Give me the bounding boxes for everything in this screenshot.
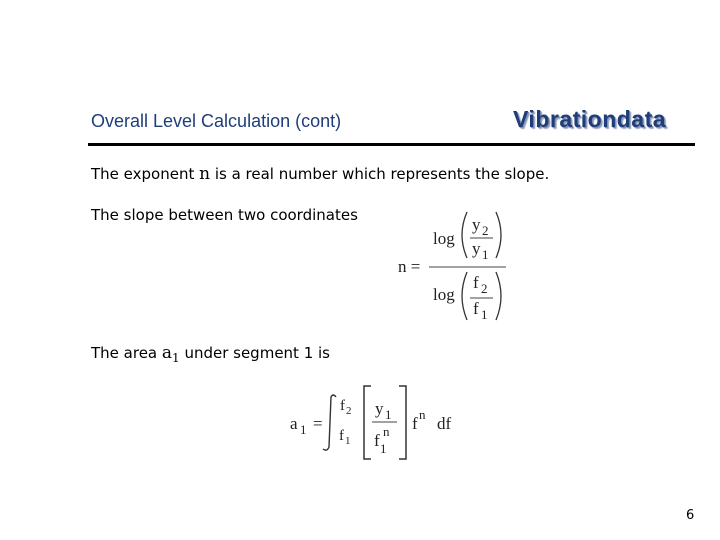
header-divider — [88, 143, 695, 146]
paren-left-bottom — [462, 272, 467, 320]
f1-sup: n — [383, 424, 390, 439]
slope-formula — [395, 208, 510, 324]
brand-logo: Vibrationdata — [513, 106, 667, 132]
upper-limit-var: f — [340, 398, 345, 414]
a1-sub: 1 — [300, 422, 307, 437]
y2-sub: 2 — [482, 223, 489, 238]
a1-var: a — [290, 414, 298, 433]
area-sentence — [91, 343, 330, 365]
f1-var: f — [473, 299, 479, 318]
f-term: f — [412, 414, 418, 433]
slide-title: Overall Level Calculation (cont) — [91, 111, 342, 131]
df-term: df — [437, 414, 452, 433]
log-label-top: log — [433, 229, 455, 248]
variable-n: n — [199, 164, 211, 184]
exponent-sentence — [91, 164, 549, 184]
formula-lhs: n = — [398, 257, 421, 276]
f2-sub: 2 — [481, 281, 488, 296]
area-formula — [286, 383, 461, 463]
sentence-part: The exponent — [91, 165, 200, 183]
sentence-part: is a real number which represents the slope. — [210, 165, 550, 183]
integral-sign — [323, 395, 336, 450]
bracket-right — [399, 386, 406, 459]
y1-var: y — [472, 239, 481, 258]
f1-sub: 1 — [380, 441, 387, 456]
f2-var: f — [473, 273, 479, 292]
f1-sub: 1 — [481, 307, 488, 322]
f-term-sup: n — [419, 407, 426, 422]
y1-sub: 1 — [482, 247, 489, 262]
log-label-bottom: log — [433, 285, 455, 304]
sentence-part: under segment 1 is — [179, 344, 330, 362]
y1-sub: 1 — [385, 407, 392, 422]
variable-a: a — [161, 343, 173, 363]
lower-limit-var: f — [339, 428, 344, 444]
paren-right-top — [496, 212, 501, 258]
slope-sentence: The slope between two coordinates — [91, 206, 358, 224]
lower-limit-sub: 1 — [345, 435, 351, 447]
f1-var: f — [374, 431, 380, 450]
paren-left-top — [462, 212, 467, 258]
y1-var: y — [375, 399, 384, 418]
variable-a-subscript: 1 — [172, 351, 180, 365]
page-number: 6 — [686, 508, 695, 523]
y2-var: y — [472, 215, 481, 234]
upper-limit-sub: 2 — [346, 405, 352, 417]
bracket-left — [364, 386, 371, 459]
paren-right-bottom — [496, 272, 501, 320]
equals-sign: = — [313, 414, 323, 433]
sentence-part: The area — [91, 344, 162, 362]
